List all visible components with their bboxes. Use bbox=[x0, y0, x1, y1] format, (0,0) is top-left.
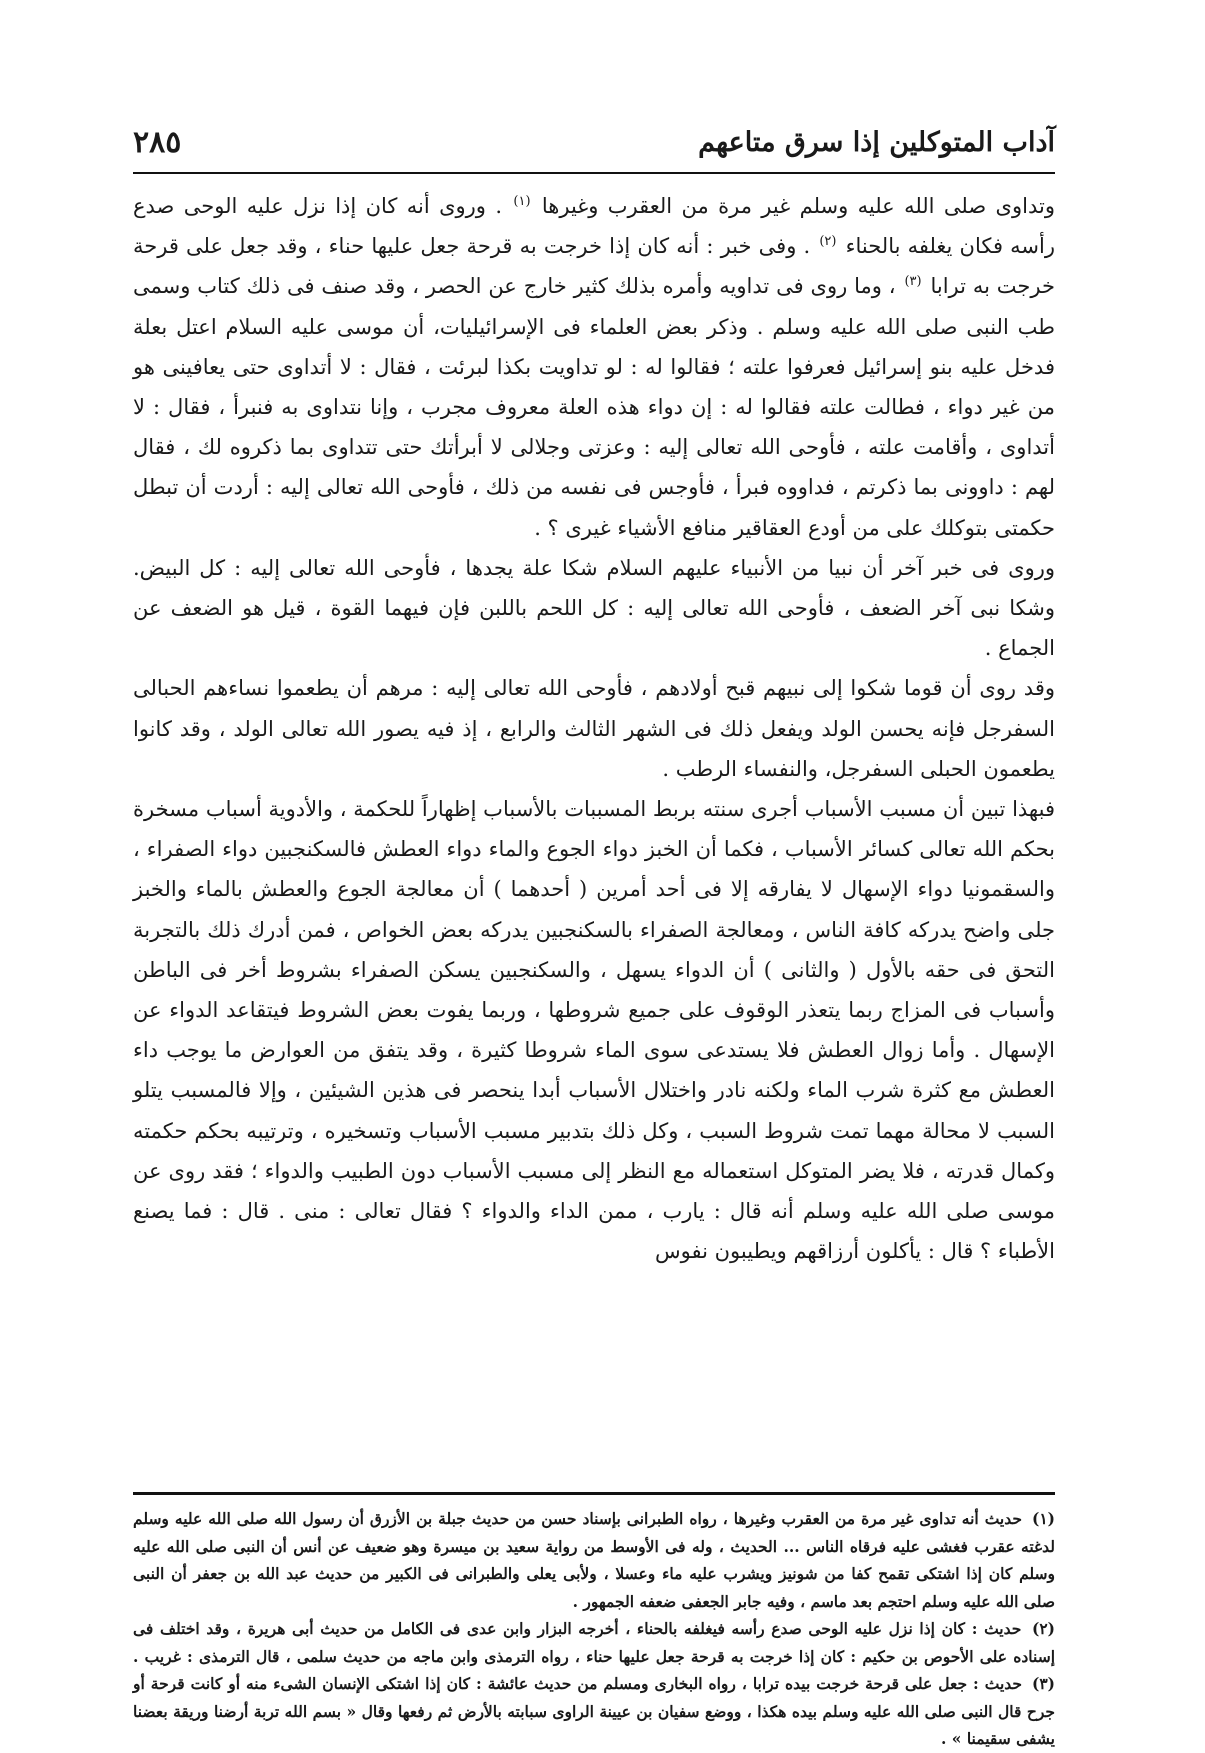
footnote-2 bbox=[133, 1615, 1055, 1753]
paragraph-text: ، وما روى فى تداويه وأمره بذلك كثير خارج عن الحصر ، وقد صنف فى ذلك كتاب وسمى طب النبى صلى الله عليه وسلم . وذكر بعض العلماء فى الإسرائيليات، أن موسى عليه السلام اعتل بعلة فدخل عليه بنو إسرائيل فعرفوا علته ؛ فقالوا له : لو تداويت بكذا لبرئت ، فقال : لا أتداوى حتى يعافينى هو من غير دواء ، فطالت علته فقالوا له : إن دواء هذه العلة معروف مجرب ، وإنا نتداوى به فنبرأ ، فقال : لا أتداوى ، وأقامت علته ، فأوحى الله تعالى إليه : وعزتى وجلالى لا أبرأتك حتى تتداوى بما ذكروه لك ، فقال لهم : داوونى بما ذكرتم ، فداووه فبرأ ، فأوجس فى نفسه من ذلك ، فأوحى الله تعالى إليه : أردت أن تبطل حكمتى بتوكلك على من أودع العقاقير منافع الأشياء غيرى ؟ . bbox=[133, 274, 1055, 540]
paragraph-text: وقد روى أن قوما شكوا إلى نبيهم قبح أولادهم ، فأوحى الله تعالى إليه : مرهم أن يطعموا نساءهم الحبالى السفرجل فإنه يحسن الولد ويفعل ذلك فى الشهر الثالث والرابع ، إذ فيه يصور الله تعالى الولد ، وقد كانوا يطعمون الحبلى السفرجل، والنفساء الرطب . bbox=[133, 676, 1055, 781]
main-text bbox=[133, 186, 1055, 1271]
running-title: آداب المتوكلين إذا سرق متاعهم bbox=[698, 126, 1055, 158]
footnote-text: حديث أنه تداوى غير مرة من العقرب وغيرها ، رواه الطبرانى بإسناد حسن من حديث جبلة بن الأزرق أن رسول الله صلى الله عليه وسلم لدغته عقرب فغشى عليه فرقاه الناس ... الحديث ، وله فى الأوسط من رواية سعيد بن ميسرة وهو ضعيف عن أنس أن النبى صلى الله عليه وسلم كان إذا اشتكى تقمح كفا من شونيز ويشرب عليه ماء وعسلا ، ولأبى يعلى والطبرانى فى الكبير من حديث عبد الله بن جعفر أن النبى صلى الله عليه وسلم احتجم بعد ماسم ، وفيه جابر الجعفى ضعفه الجمهور . bbox=[133, 1509, 1055, 1611]
footnote-number: (٣) bbox=[1031, 1674, 1055, 1693]
header-divider bbox=[133, 172, 1055, 174]
paragraph-2 bbox=[133, 548, 1055, 669]
page-number: ٢٨٥ bbox=[133, 124, 182, 160]
footnote-ref-3: (٣) bbox=[904, 274, 922, 290]
paragraph-3 bbox=[133, 668, 1055, 789]
paragraph-text: وروى فى خبر آخر أن نبيا من الأنبياء عليهم السلام شكا علة يجدها ، فأوحى الله تعالى إليه : كل البيض. وشكا نبى آخر الضعف ، فأوحى الله تعالى إليه : كل اللحم باللبن فإن فيهما القوة ، قيل هو الضعف عن الجماع . bbox=[133, 555, 1055, 661]
paragraph-text: . وروى أنه كان إذا نزل عليه الوحى صدع رأسه فكان يغلفه بالحناء bbox=[133, 194, 1055, 259]
paragraph-1 bbox=[133, 186, 1055, 548]
page-header bbox=[133, 118, 1055, 166]
paragraph-text: وتداوى صلى الله عليه وسلم غير مرة من العقرب وغيرها bbox=[541, 194, 1055, 218]
footnote-divider bbox=[133, 1492, 1055, 1495]
footnote-ref-1: (١) bbox=[513, 194, 531, 209]
footnotes bbox=[133, 1505, 1055, 1753]
footnote-ref-2: (٢) bbox=[819, 234, 837, 250]
footnote-1 bbox=[133, 1505, 1055, 1615]
paragraph-text: فبهذا تبين أن مسبب الأسباب أجرى سنته بربط المسببات بالأسباب إظهاراً للحكمة ، والأدوية أسباب مسخرة بحكم الله تعالى كسائر الأسباب ، فكما أن الخبز دواء الجوع والماء دواء العطش فالسكنجبين دواء الصفراء ، والسقمونيا دواء الإسهال لا يفارقه إلا فى أحد أمرين ( أحدهما ) أن معالجة الجوع والعطش بالماء والخبز جلى واضح يدركه كافة الناس ، ومعالجة الصفراء بالسكنجبين يدركه بعض الخواص ، فمن أدرك ذلك بالتجربة التحق فى حقه بالأول ( والثانى ) أن الدواء يسهل ، والسكنجبين يسكن الصفراء بشروط أخر فى الباطن وأسباب فى المزاج ربما يتعذر الوقوف على جميع شروطها ، وربما يفوت بعض الشروط فيتقاعد الدواء عن الإسهال . وأما زوال العطش فلا يستدعى سوى الماء شروطا كثيرة ، وقد يتفق من العوارض ما يوجب داء العطش مع كثرة شرب الماء ولكنه نادر واختلال الأسباب أبدا ينحصر فى هذين الشيئين ، وإلا فالمسبب يتلو السبب لا محالة مهما تمت شروط السبب ، وكل ذلك بتدبير مسبب الأسباب وتسخيره ، وترتيبه بحكم حكمته وكمال قدرته ، فلا يضر المتوكل استعماله مع النظر إلى مسبب الأسباب دون الطبيب والدواء ؛ فقد روى عن موسى صلى الله عليه وسلم أنه قال : يارب ، ممن الداء والدواء ؟ فقال تعالى : منى . قال : فما يصنع الأطباء ؟ قال : يأكلون أرزاقهم ويطيبون نفوس bbox=[133, 797, 1055, 1264]
footnote-text: حديث : جعل على قرحة خرجت بيده ترابا ، رواه البخارى ومسلم من حديث عائشة : كان إذا اشتكى الإنسان الشىء منه أو كانت قرحة أو جرح قال النبى صلى الله عليه وسلم بيده هكذا ، ووضع سفيان بن عيينة الراوى سبابته بالأرض ثم رفعها وقال « بسم الله تربة أرضنا وريقة بعضنا يشفى سقيمنا » . bbox=[133, 1674, 1055, 1748]
paragraph-4 bbox=[133, 789, 1055, 1271]
footnote-text: حديث : كان إذا نزل عليه الوحى صدع رأسه فيغلفه بالحناء ، أخرجه البزار وابن عدى فى الكامل من حديث أبى هريرة ، وقد اختلف فى إسناده على الأحوص بن حكيم : كان إذا خرجت به قرحة جعل عليها حناء ، رواه الترمذى وابن ماجه من حديث سلمى ، قال الترمذى : غريب . bbox=[133, 1619, 1055, 1666]
paragraph-text: . وفى خبر : أنه كان إذا خرجت به قرحة جعل عليها حناء ، وقد جعل على قرحة خرجت به ترابا bbox=[133, 234, 1055, 299]
footnote-number: (٢) bbox=[1031, 1619, 1055, 1638]
footnote-number: (١) bbox=[1031, 1509, 1055, 1528]
